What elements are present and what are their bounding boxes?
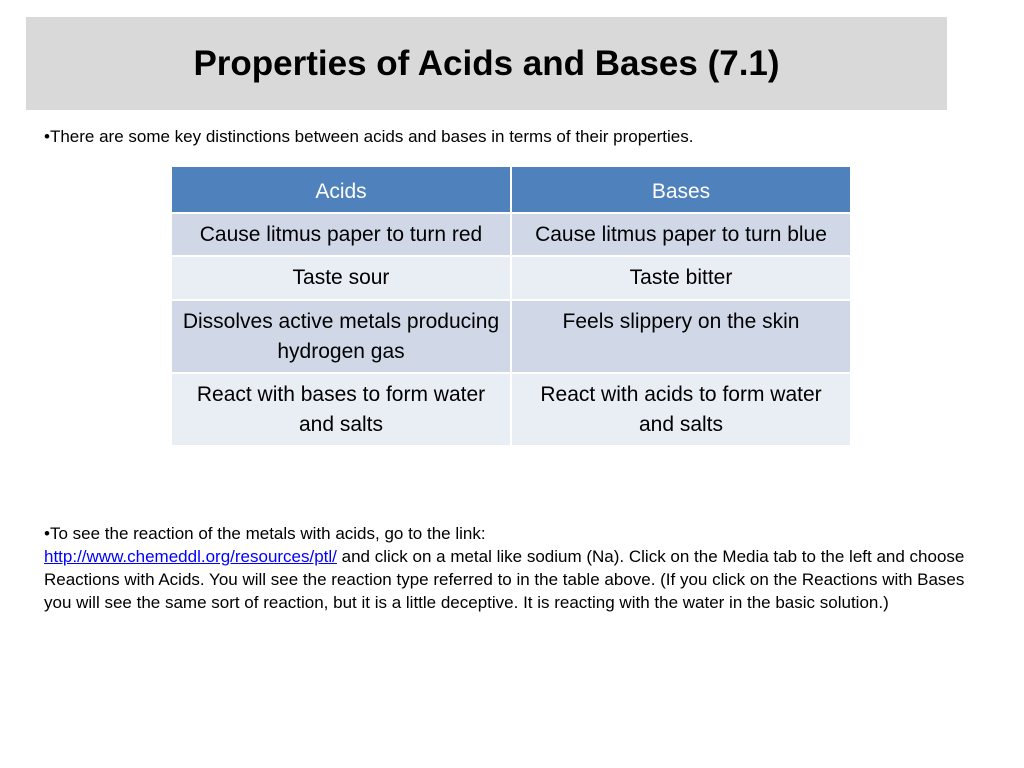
- acid-cell: Dissolves active metals producing hydrogen gas: [171, 300, 511, 373]
- chemeddl-link[interactable]: http://www.chemeddl.org/resources/ptl/: [44, 547, 337, 566]
- table-header-row: [171, 166, 851, 213]
- intro-bullet: •There are some key distinctions between acids and bases in terms of their properties.: [44, 127, 694, 146]
- base-cell: React with acids to form water and salts: [511, 373, 851, 446]
- note-lead: •To see the reaction of the metals with acids, go to the link:: [44, 524, 486, 543]
- table-row: [171, 256, 851, 300]
- base-cell: Taste bitter: [511, 256, 851, 300]
- acid-cell: Taste sour: [171, 256, 511, 300]
- header-acids: Acids: [171, 166, 511, 213]
- header-bases: Bases: [511, 166, 851, 213]
- base-cell: Feels slippery on the skin: [511, 300, 851, 373]
- link-note-bullet: [44, 522, 984, 614]
- title-band: [26, 17, 947, 110]
- table-row: [171, 300, 851, 373]
- table-row: [171, 213, 851, 256]
- acid-cell: Cause litmus paper to turn red: [171, 213, 511, 256]
- properties-table: [170, 165, 852, 447]
- acid-cell: React with bases to form water and salts: [171, 373, 511, 446]
- table-row: [171, 373, 851, 446]
- base-cell: Cause litmus paper to turn blue: [511, 213, 851, 256]
- slide-title: Properties of Acids and Bases (7.1): [193, 43, 780, 83]
- note-rest: and click on a metal like sodium (Na). Click on the Media tab to the left and choose Reactions with Acids. You will see the reaction type referred to in the table above. (If you click on the Reactions with Bases you will see the same sort of reaction, but it is a little deceptive. It is reacting with the water in the basic solution.): [44, 547, 965, 612]
